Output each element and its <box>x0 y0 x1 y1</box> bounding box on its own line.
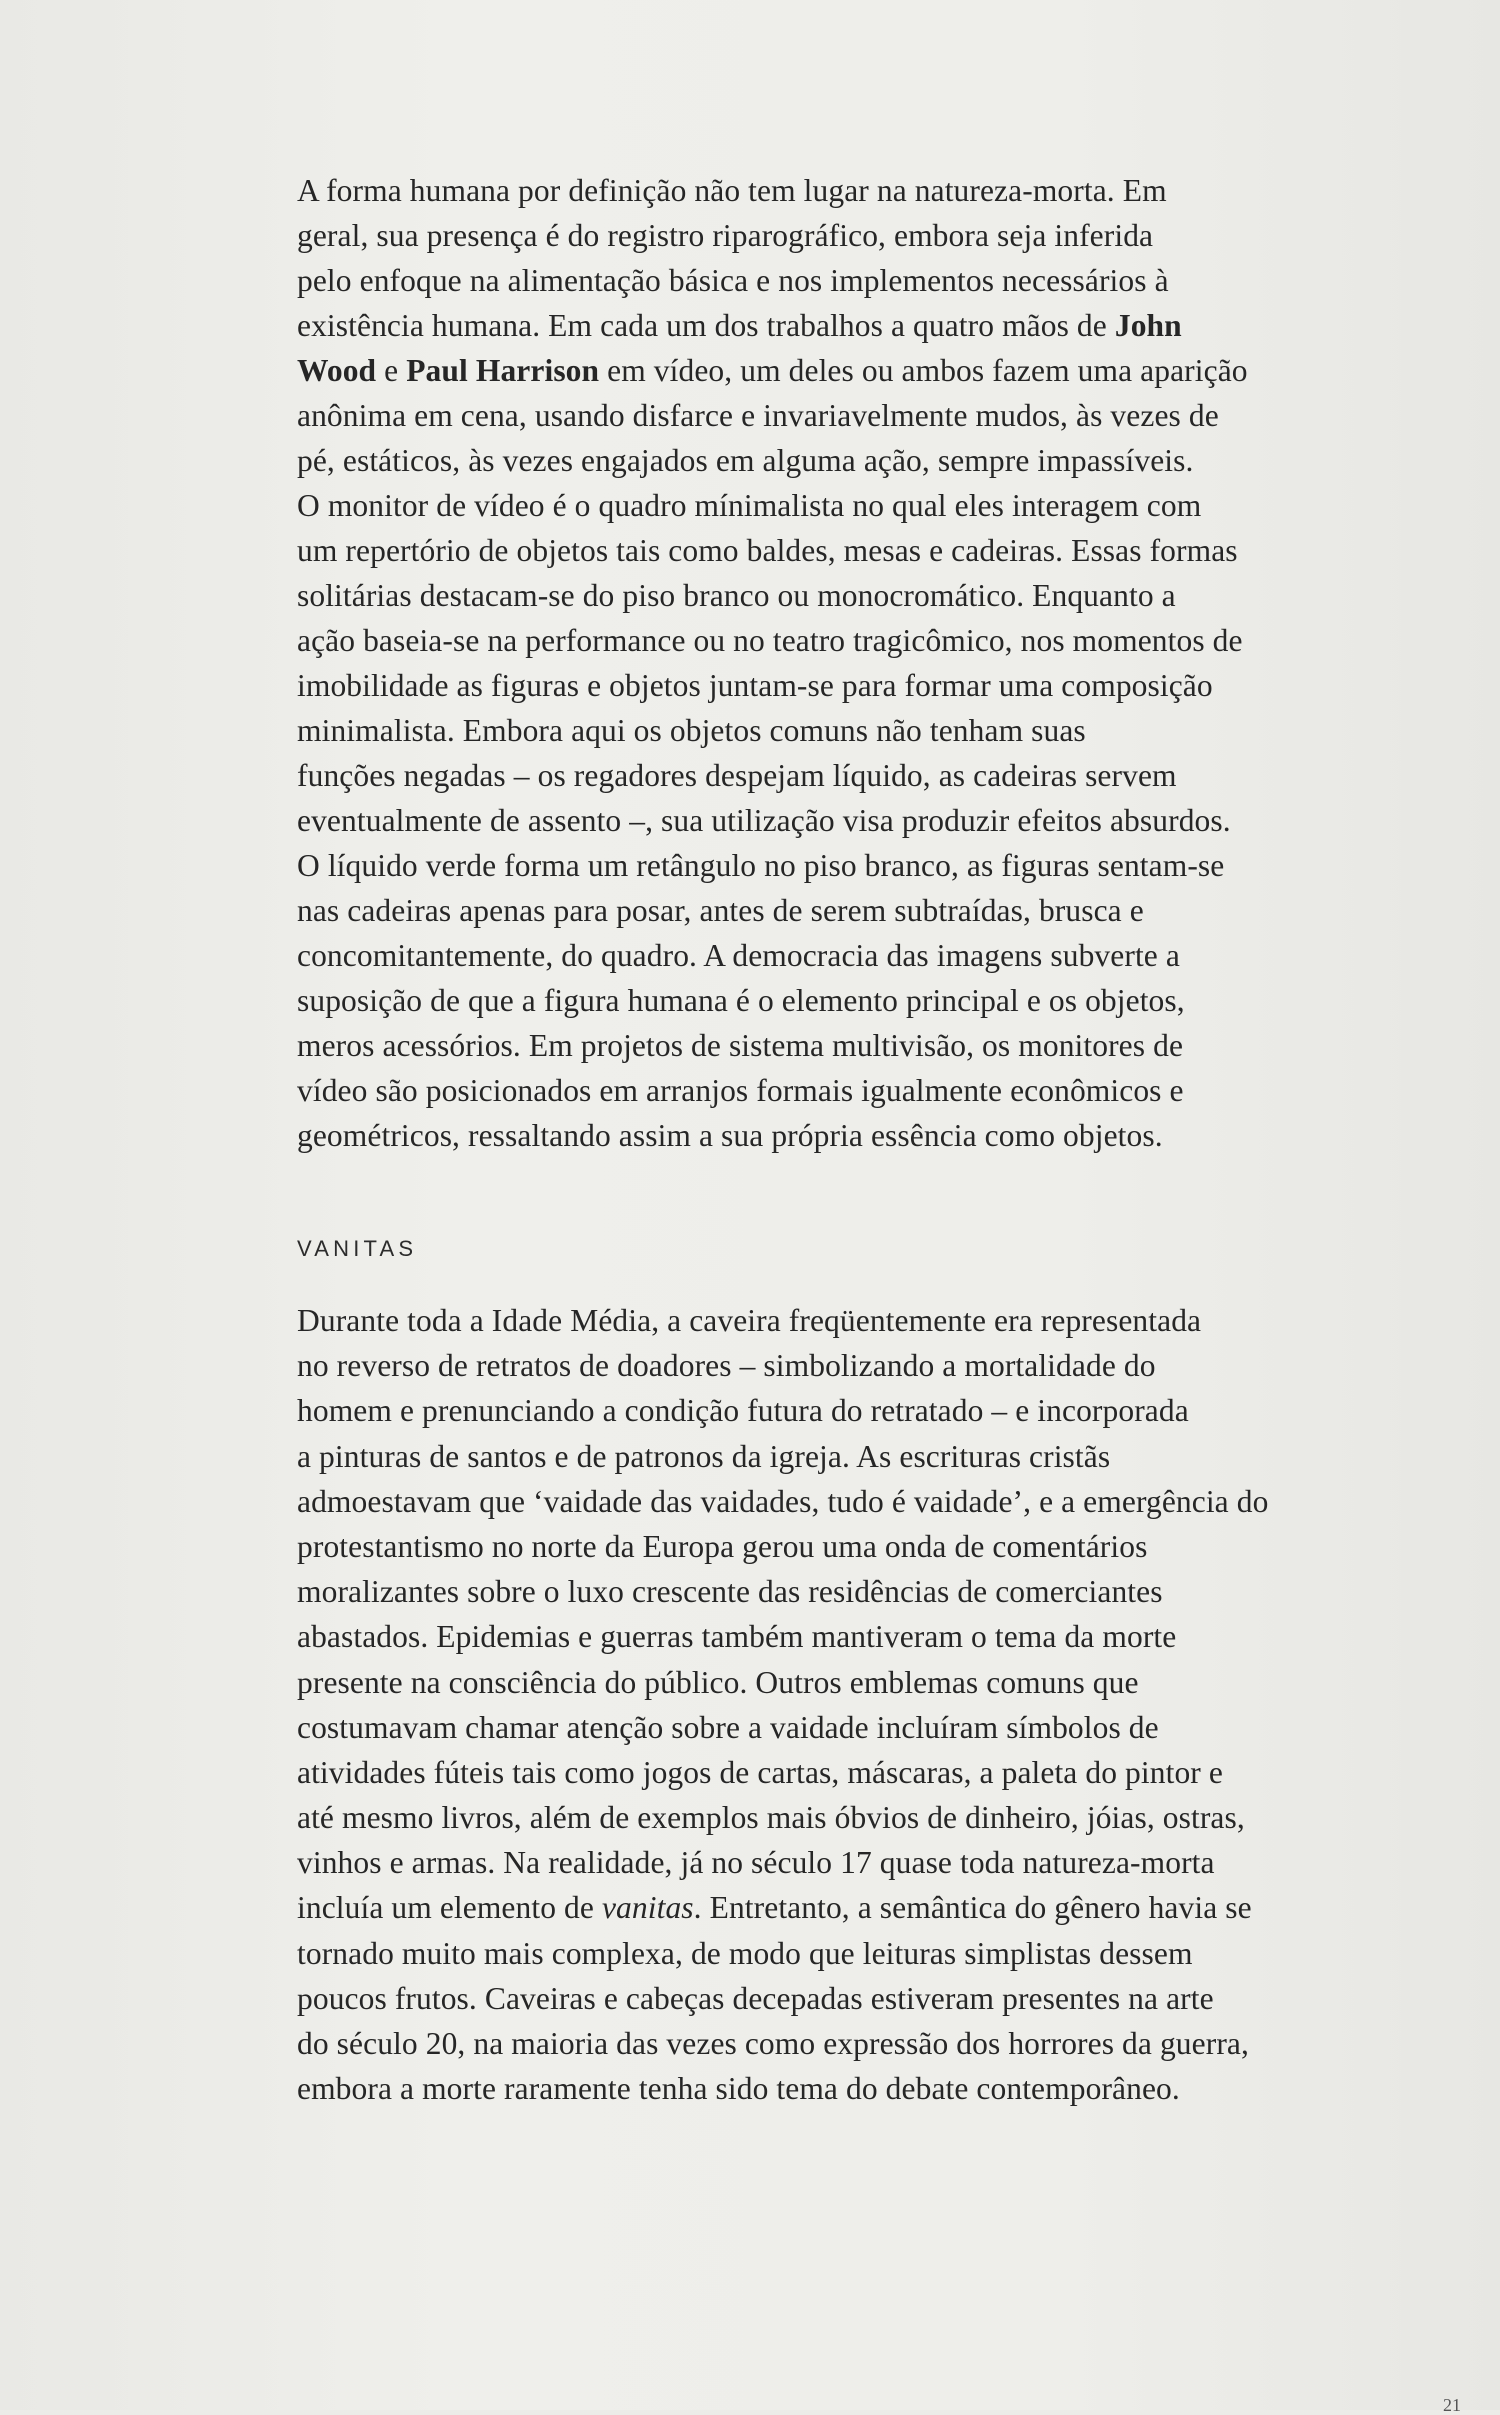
text-run: existência humana. Em cada um dos trabalhos a quatro mãos de <box>297 308 1115 343</box>
text-run: costumavam chamar atenção sobre a vaidade incluíram símbolos de <box>297 1709 1159 1745</box>
text-line <box>297 573 1347 618</box>
text-run: geométricos, ressaltando assim a sua própria essência como objetos. <box>297 1118 1163 1153</box>
text-line <box>297 888 1347 933</box>
text-line <box>297 528 1347 573</box>
paragraph-wood-harrison <box>297 168 1347 1158</box>
text-run: . Entretanto, a semântica do gênero havia se <box>693 1890 1252 1926</box>
text-line <box>297 438 1347 483</box>
text-line <box>297 1840 1347 1885</box>
text-line <box>297 483 1347 528</box>
text-run: atividades fúteis tais como jogos de cartas, máscaras, a paleta do pintor e <box>297 1754 1223 1790</box>
text-run: poucos frutos. Caveiras e cabeças decepadas estiveram presentes na arte <box>297 1980 1214 2016</box>
text-line <box>297 393 1347 438</box>
text-run: até mesmo livros, além de exemplos mais óbvios de dinheiro, jóias, ostras, <box>297 1800 1245 1836</box>
text-run: um repertório de objetos tais como baldes, mesas e cadeiras. Essas formas <box>297 533 1238 568</box>
text-run: e <box>376 353 407 388</box>
text-run: homem e prenunciando a condição futura do retratado – e incorporada <box>297 1393 1189 1429</box>
text-line <box>297 1976 1347 2021</box>
text-line <box>297 168 1347 213</box>
text-run: O líquido verde forma um retângulo no piso branco, as figuras sentam-se <box>297 848 1225 883</box>
text-line <box>297 753 1347 798</box>
text-run: suposição de que a figura humana é o elemento principal e os objetos, <box>297 983 1185 1018</box>
bold-name: John <box>1114 308 1182 343</box>
text-run: minimalista. Embora aqui os objetos comuns não tenham suas <box>297 713 1086 748</box>
text-line <box>297 258 1347 303</box>
paragraph-vanitas <box>297 1298 1347 2111</box>
text-run: presente na consciência do público. Outros emblemas comuns que <box>297 1664 1139 1700</box>
text-run: em vídeo, um deles ou ambos fazem uma aparição <box>599 353 1248 388</box>
text-line <box>297 663 1347 708</box>
text-line <box>297 798 1347 843</box>
bold-name: Paul Harrison <box>406 353 600 388</box>
text-line <box>297 1298 1347 1343</box>
text-line <box>297 1614 1347 1659</box>
text-line <box>297 933 1347 978</box>
text-line <box>297 303 1347 348</box>
text-run: pelo enfoque na alimentação básica e nos implementos necessários à <box>297 263 1169 298</box>
text-run: nas cadeiras apenas para posar, antes de serem subtraídas, brusca e <box>297 893 1144 928</box>
text-line <box>297 1388 1347 1433</box>
text-run: Durante toda a Idade Média, a caveira freqüentemente era representada <box>297 1303 1202 1338</box>
text-line <box>297 2021 1347 2066</box>
text-line <box>297 1113 1347 1158</box>
italic-term: vanitas <box>601 1890 694 1926</box>
text-line <box>297 1023 1347 1068</box>
text-run: anônima em cena, usando disfarce e invariavelmente mudos, às vezes de <box>297 398 1219 433</box>
text-run: moralizantes sobre o luxo crescente das residências de comerciantes <box>297 1574 1163 1610</box>
text-line <box>297 213 1347 258</box>
text-run: protestantismo no norte da Europa gerou uma onda de comentários <box>297 1528 1148 1564</box>
text-run: embora a morte raramente tenha sido tema do debate contemporâneo. <box>297 2071 1180 2107</box>
text-line <box>297 1795 1347 1840</box>
text-line <box>297 1885 1347 1930</box>
text-line <box>297 1705 1347 1750</box>
text-run: a pinturas de santos e de patronos da igreja. As escrituras cristãs <box>297 1438 1111 1474</box>
text-run: imobilidade as figuras e objetos juntam-se para formar uma composição <box>297 668 1213 703</box>
text-run: tornado muito mais complexa, de modo que leituras simplistas dessem <box>297 1935 1193 1971</box>
text-run: vídeo são posicionados em arranjos formais igualmente econômicos e <box>297 1073 1184 1108</box>
text-run: no reverso de retratos de doadores – simbolizando a mortalidade do <box>297 1348 1156 1384</box>
text-run: do século 20, na maioria das vezes como expressão dos horrores da guerra, <box>297 2026 1249 2061</box>
text-run: funções negadas – os regadores despejam líquido, as cadeiras servem <box>297 758 1177 793</box>
text-line <box>297 843 1347 888</box>
text-line <box>297 1524 1347 1569</box>
text-line <box>297 348 1347 393</box>
text-line <box>297 1434 1347 1479</box>
text-run: solitárias destacam-se do piso branco ou monocromático. Enquanto a <box>297 578 1176 613</box>
bold-name: Wood <box>297 353 377 388</box>
page-number: 21 <box>1443 2395 1461 2415</box>
text-line <box>297 1569 1347 1614</box>
text-run: O monitor de vídeo é o quadro mínimalista no qual eles interagem com <box>297 488 1202 523</box>
text-run: vinhos e armas. Na realidade, já no século 17 quase toda natureza-morta <box>297 1845 1215 1881</box>
text-run: A forma humana por definição não tem lugar na natureza-morta. Em <box>297 173 1167 208</box>
text-run: geral, sua presença é do registro riparográfico, embora seja inferida <box>297 218 1154 253</box>
text-line <box>297 2066 1347 2111</box>
text-line <box>297 978 1347 1023</box>
text-run: incluía um elemento de <box>297 1890 602 1926</box>
text-run: abastados. Epidemias e guerras também mantiveram o tema da morte <box>297 1619 1177 1655</box>
text-run: admoestavam que ‘vaidade das vaidades, tudo é vaidade’, e a emergência do <box>297 1483 1269 1519</box>
section-heading-vanitas: VANITAS <box>297 1236 418 1261</box>
text-line <box>297 618 1347 663</box>
text-line <box>297 1479 1347 1524</box>
text-line <box>297 708 1347 753</box>
text-line <box>297 1068 1347 1113</box>
text-line <box>297 1750 1347 1795</box>
text-run: pé, estáticos, às vezes engajados em alguma ação, sempre impassíveis. <box>297 443 1194 478</box>
text-run: meros acessórios. Em projetos de sistema multivisão, os monitores de <box>297 1028 1184 1063</box>
text-line <box>297 1343 1347 1388</box>
text-run: concomitantemente, do quadro. A democracia das imagens subverte a <box>297 938 1180 973</box>
text-line <box>297 1660 1347 1705</box>
text-run: eventualmente de assento –, sua utilização visa produzir efeitos absurdos. <box>297 803 1231 838</box>
text-run: ação baseia-se na performance ou no teatro tragicômico, nos momentos de <box>297 623 1243 658</box>
text-line <box>297 1931 1347 1976</box>
